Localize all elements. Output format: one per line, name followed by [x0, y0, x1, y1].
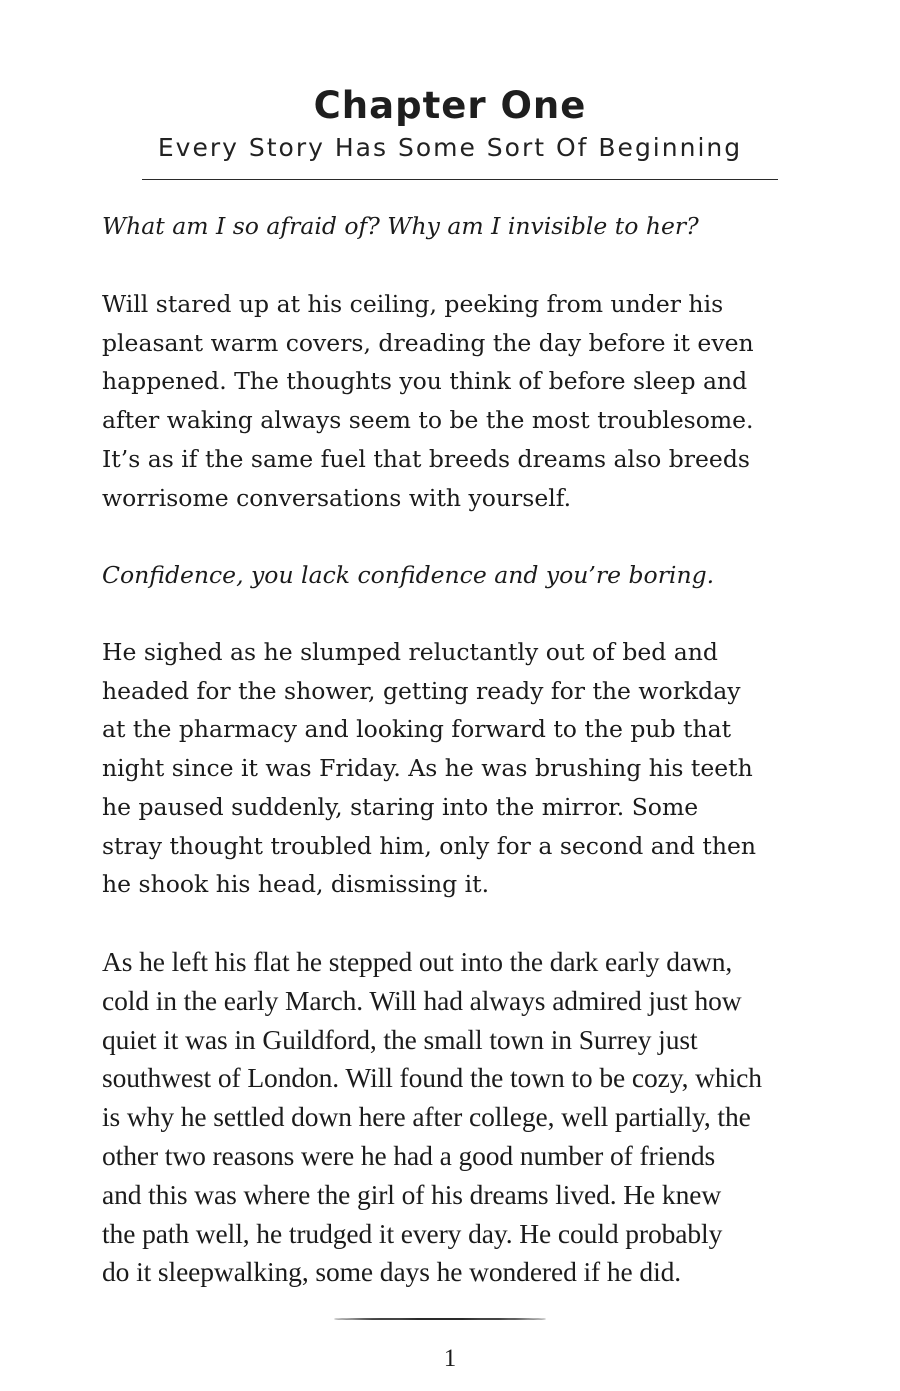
paragraph-1 — [102, 207, 832, 246]
chapter-title: Chapter One — [313, 84, 587, 127]
paragraph-line: other two reasons were he had a good number of friends — [102, 1139, 716, 1171]
paragraph-2 — [102, 285, 832, 517]
paragraph-line: As he left his flat he stepped out into the dark early dawn, — [102, 946, 733, 977]
paragraph-line: southwest of London. Will found the town to be cozy, which — [102, 1062, 762, 1094]
paragraph-line: Will stared up at his ceiling, peeking from under his — [102, 290, 724, 318]
paragraph-line: and this was where the girl of his dreams lived. He knew — [102, 1178, 722, 1210]
paragraph-line: do it sleepwalking, some days he wondered if he did. — [102, 1256, 682, 1288]
paragraph-line: What am I so afraid of? Why am I invisible to her? — [102, 212, 699, 240]
paragraph-line: It’s as if the same fuel that breeds dreams also breeds — [102, 444, 750, 473]
paragraph-line: pleasant warm covers, dreading the day before it even — [102, 328, 754, 357]
paragraph-line: stray thought troubled him, only for a second and then — [102, 831, 757, 860]
paragraph-line: is why he settled down here after college, well partially, the — [102, 1101, 751, 1133]
paragraph-line: cold in the early March. Will had always admired just how — [102, 984, 742, 1016]
footer-divider — [334, 1318, 546, 1320]
paragraph-5 — [102, 943, 832, 1292]
paragraph-line: happened. The thoughts you think of before sleep and — [102, 367, 748, 396]
paragraph-line: after waking always seem to be the most troublesome. — [102, 406, 754, 435]
chapter-subtitle: Every Story Has Some Sort Of Beginning — [157, 133, 743, 162]
paragraph-line: he paused suddenly, staring into the mirror. Some — [102, 792, 699, 821]
paragraph-line: Confidence, you lack confidence and you’re boring. — [102, 561, 715, 589]
page-number: 1 — [443, 1345, 457, 1372]
paragraph-line: at the pharmacy and looking forward to the pub that — [102, 715, 732, 744]
paragraph-line: quiet it was in Guildford, the small town in Surrey just — [102, 1023, 698, 1055]
paragraph-line: headed for the shower, getting ready for the workday — [102, 676, 741, 705]
paragraph-line: He sighed as he slumped reluctantly out of bed and — [102, 638, 718, 666]
paragraph-line: worrisome conversations with yourself. — [102, 483, 572, 512]
title-divider — [142, 179, 778, 180]
paragraph-4 — [102, 633, 832, 904]
paragraph-line: night since it was Friday. As he was brushing his teeth — [102, 754, 753, 783]
paragraph-3 — [102, 556, 832, 595]
paragraph-line: he shook his head, dismissing it. — [102, 870, 490, 899]
paragraph-line: the path well, he trudged it every day. He could probably — [102, 1217, 723, 1249]
